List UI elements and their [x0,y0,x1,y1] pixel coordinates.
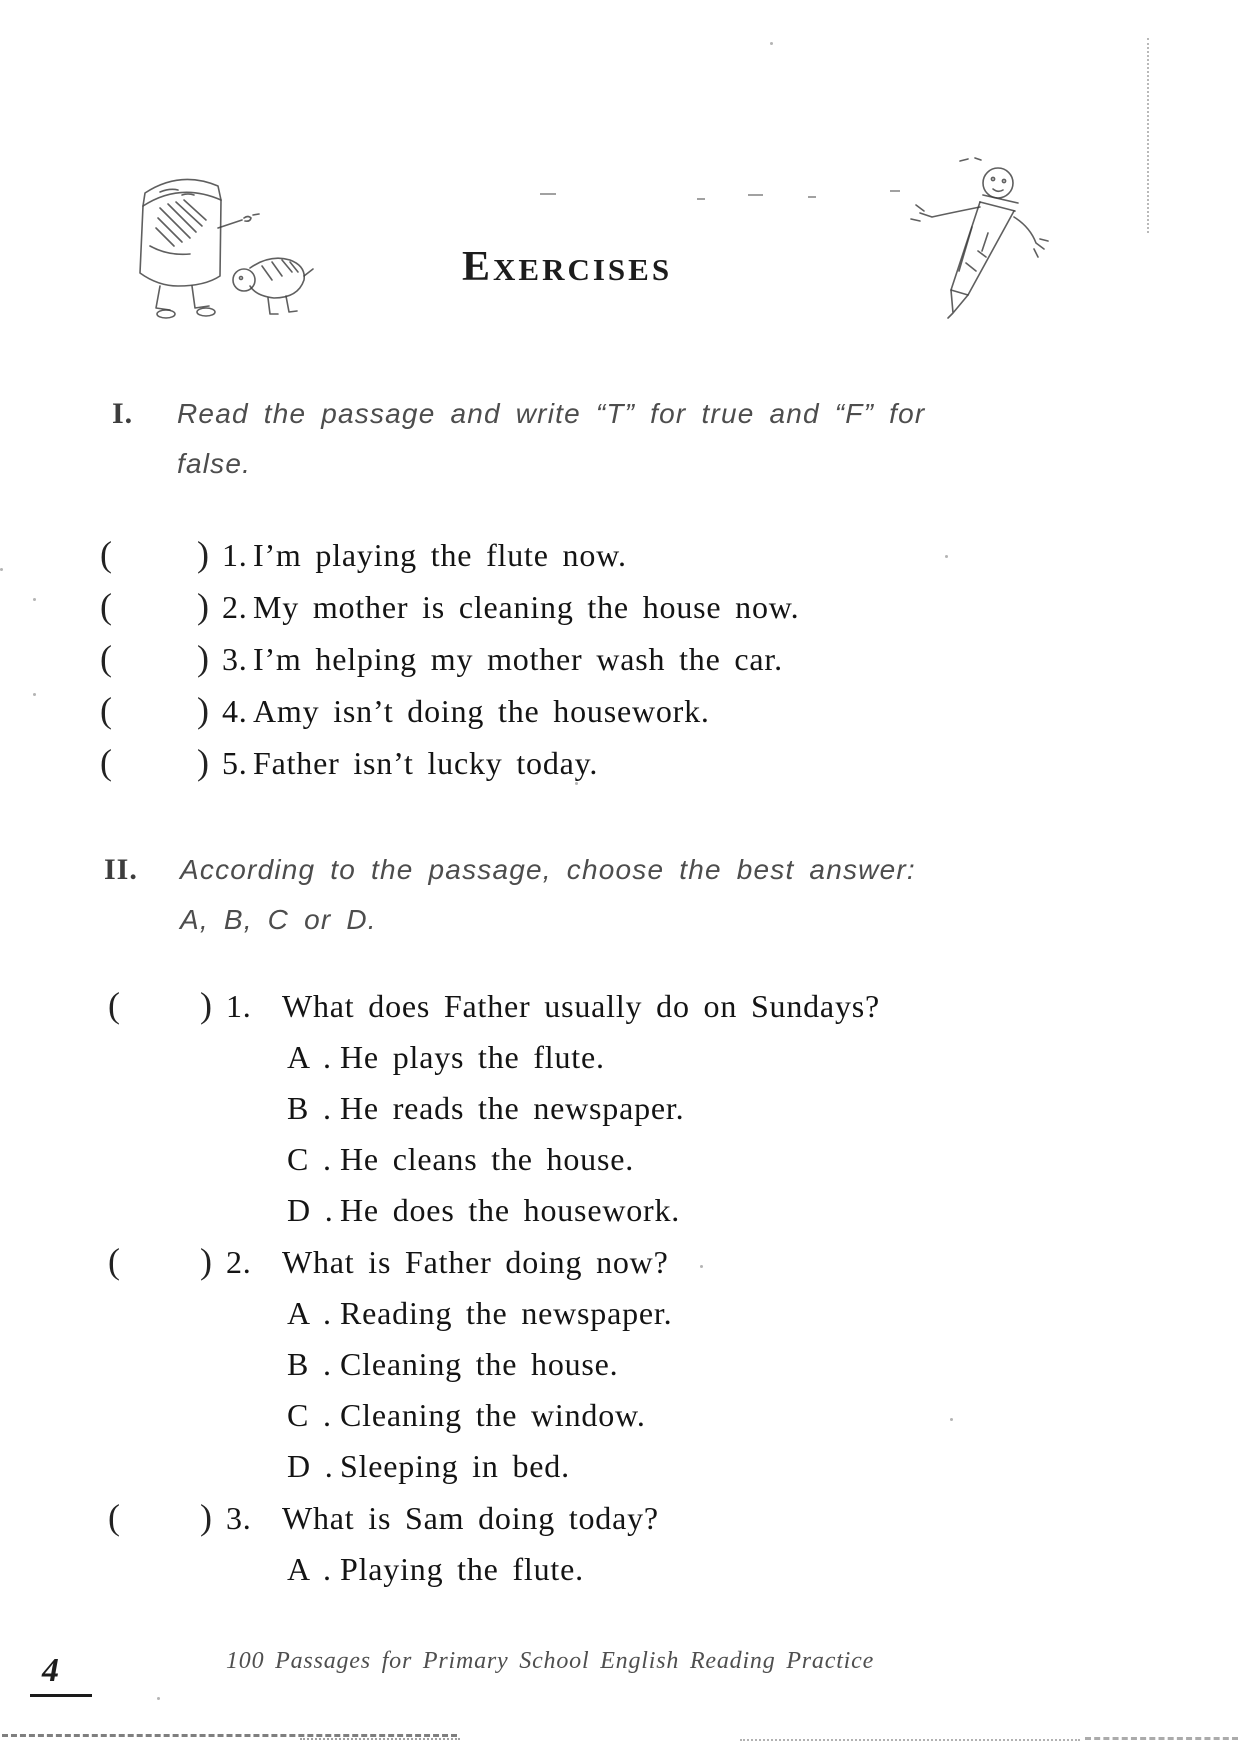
answer-bracket-open: ( [108,1497,121,1537]
scan-speck [950,1418,953,1421]
mc-option [108,1134,880,1185]
page-number: 4 [42,1652,59,1689]
answer-bracket-close: ) [200,1497,213,1537]
mc-option [108,1441,880,1492]
answer-bracket-close: ) [197,586,210,626]
option-label: B . [287,1346,332,1382]
item-number: 5. [222,745,248,781]
question-number: 1. [226,988,252,1024]
mc-option [108,1185,880,1236]
answer-bracket-open: ( [100,534,113,574]
answer-bracket-open: ( [100,742,113,782]
scan-speck [770,42,773,45]
answer-bracket-close: ) [200,1241,213,1281]
option-label: C . [287,1397,332,1433]
option-label: A . [287,1039,332,1075]
option-text: He cleans the house. [340,1141,635,1177]
page-number-underline [30,1694,92,1697]
true-false-list [100,529,799,789]
mc-option [108,1083,880,1134]
scan-artifact-bottom-line [740,1739,1080,1741]
option-text: He plays the flute. [340,1039,605,1075]
item-number: 4. [222,693,248,729]
pencil-character-illustration [820,155,1050,320]
mc-question [108,1236,880,1288]
true-false-item [100,529,799,581]
section-one-instruction-line2: false. [177,448,252,479]
option-label: C . [287,1141,332,1177]
mc-option [108,1032,880,1083]
option-text: Cleaning the house. [340,1346,619,1382]
item-text: I’m playing the flute now. [253,537,627,573]
scan-speck [0,568,3,571]
option-text: He reads the newspaper. [340,1090,685,1126]
scan-speck [33,693,36,696]
option-label: B . [287,1090,332,1126]
option-text: Playing the flute. [340,1551,584,1587]
item-text: I’m helping my mother wash the car. [253,641,783,677]
mc-option [108,1544,880,1595]
item-text: Amy isn’t doing the housework. [253,693,710,729]
page-title: EXERCISES [462,244,673,290]
mc-question [108,980,880,1032]
scan-artifact-dash [697,198,705,200]
mc-question [108,1492,880,1544]
book-footer-title: 100 Passages for Primary School English Reading Practice [225,1648,875,1674]
section-one-heading [112,389,925,489]
true-false-item [100,685,799,737]
option-text: Sleeping in bed. [340,1448,570,1484]
true-false-item [100,633,799,685]
question-number: 3. [226,1500,252,1536]
scan-artifact-bottom-line [300,1738,460,1740]
scan-artifact-dash [808,196,816,198]
answer-bracket-open: ( [100,586,113,626]
waste-bin-and-dog-illustration [130,168,315,328]
option-text: Cleaning the window. [340,1397,646,1433]
section-two-heading [104,845,916,945]
answer-bracket-open: ( [108,985,121,1025]
option-label: A . [287,1295,332,1331]
section-two-instruction-line1: According to the passage, choose the best answer: [180,854,916,885]
answer-bracket-close: ) [197,534,210,574]
mc-option [108,1288,880,1339]
scan-artifact-bottom-line [2,1734,457,1737]
answer-bracket-close: ) [197,638,210,678]
option-label: A . [287,1551,332,1587]
section-one-numeral: I. [112,397,134,430]
scan-artifact-dash [540,193,556,195]
scan-artifact-dotted-line [1147,38,1149,233]
question-text: What does Father usually do on Sundays? [282,988,880,1024]
section-two-numeral: II. [104,853,138,886]
item-number: 1. [222,537,248,573]
true-false-item [100,737,799,789]
item-text: My mother is cleaning the house now. [253,589,800,625]
true-false-item [100,581,799,633]
item-number: 2. [222,589,248,625]
answer-bracket-open: ( [108,1241,121,1281]
option-text: He does the housework. [340,1192,681,1228]
item-text: Father isn’t lucky today. [253,745,599,781]
answer-bracket-open: ( [100,638,113,678]
mc-option [108,1339,880,1390]
scan-artifact-bottom-line [1085,1737,1238,1740]
section-one-instruction-line1: Read the passage and write “T” for true and “F” for [177,398,926,429]
scan-speck [945,555,948,558]
item-number: 3. [222,641,248,677]
question-number: 2. [226,1244,252,1280]
section-two-instruction-line2: A, B, C or D. [180,904,377,935]
multiple-choice-list [108,980,880,1595]
scan-speck [33,598,36,601]
option-text: Reading the newspaper. [340,1295,673,1331]
scan-speck [157,1697,160,1700]
mc-option [108,1390,880,1441]
option-label: D . [287,1448,334,1484]
answer-bracket-open: ( [100,690,113,730]
answer-bracket-close: ) [197,742,210,782]
option-label: D . [287,1192,334,1228]
question-text: What is Sam doing today? [282,1500,659,1536]
scan-artifact-dash [748,194,763,196]
answer-bracket-close: ) [200,985,213,1025]
scan-artifact-dash [890,190,900,192]
question-text: What is Father doing now? [282,1244,669,1280]
answer-bracket-close: ) [197,690,210,730]
